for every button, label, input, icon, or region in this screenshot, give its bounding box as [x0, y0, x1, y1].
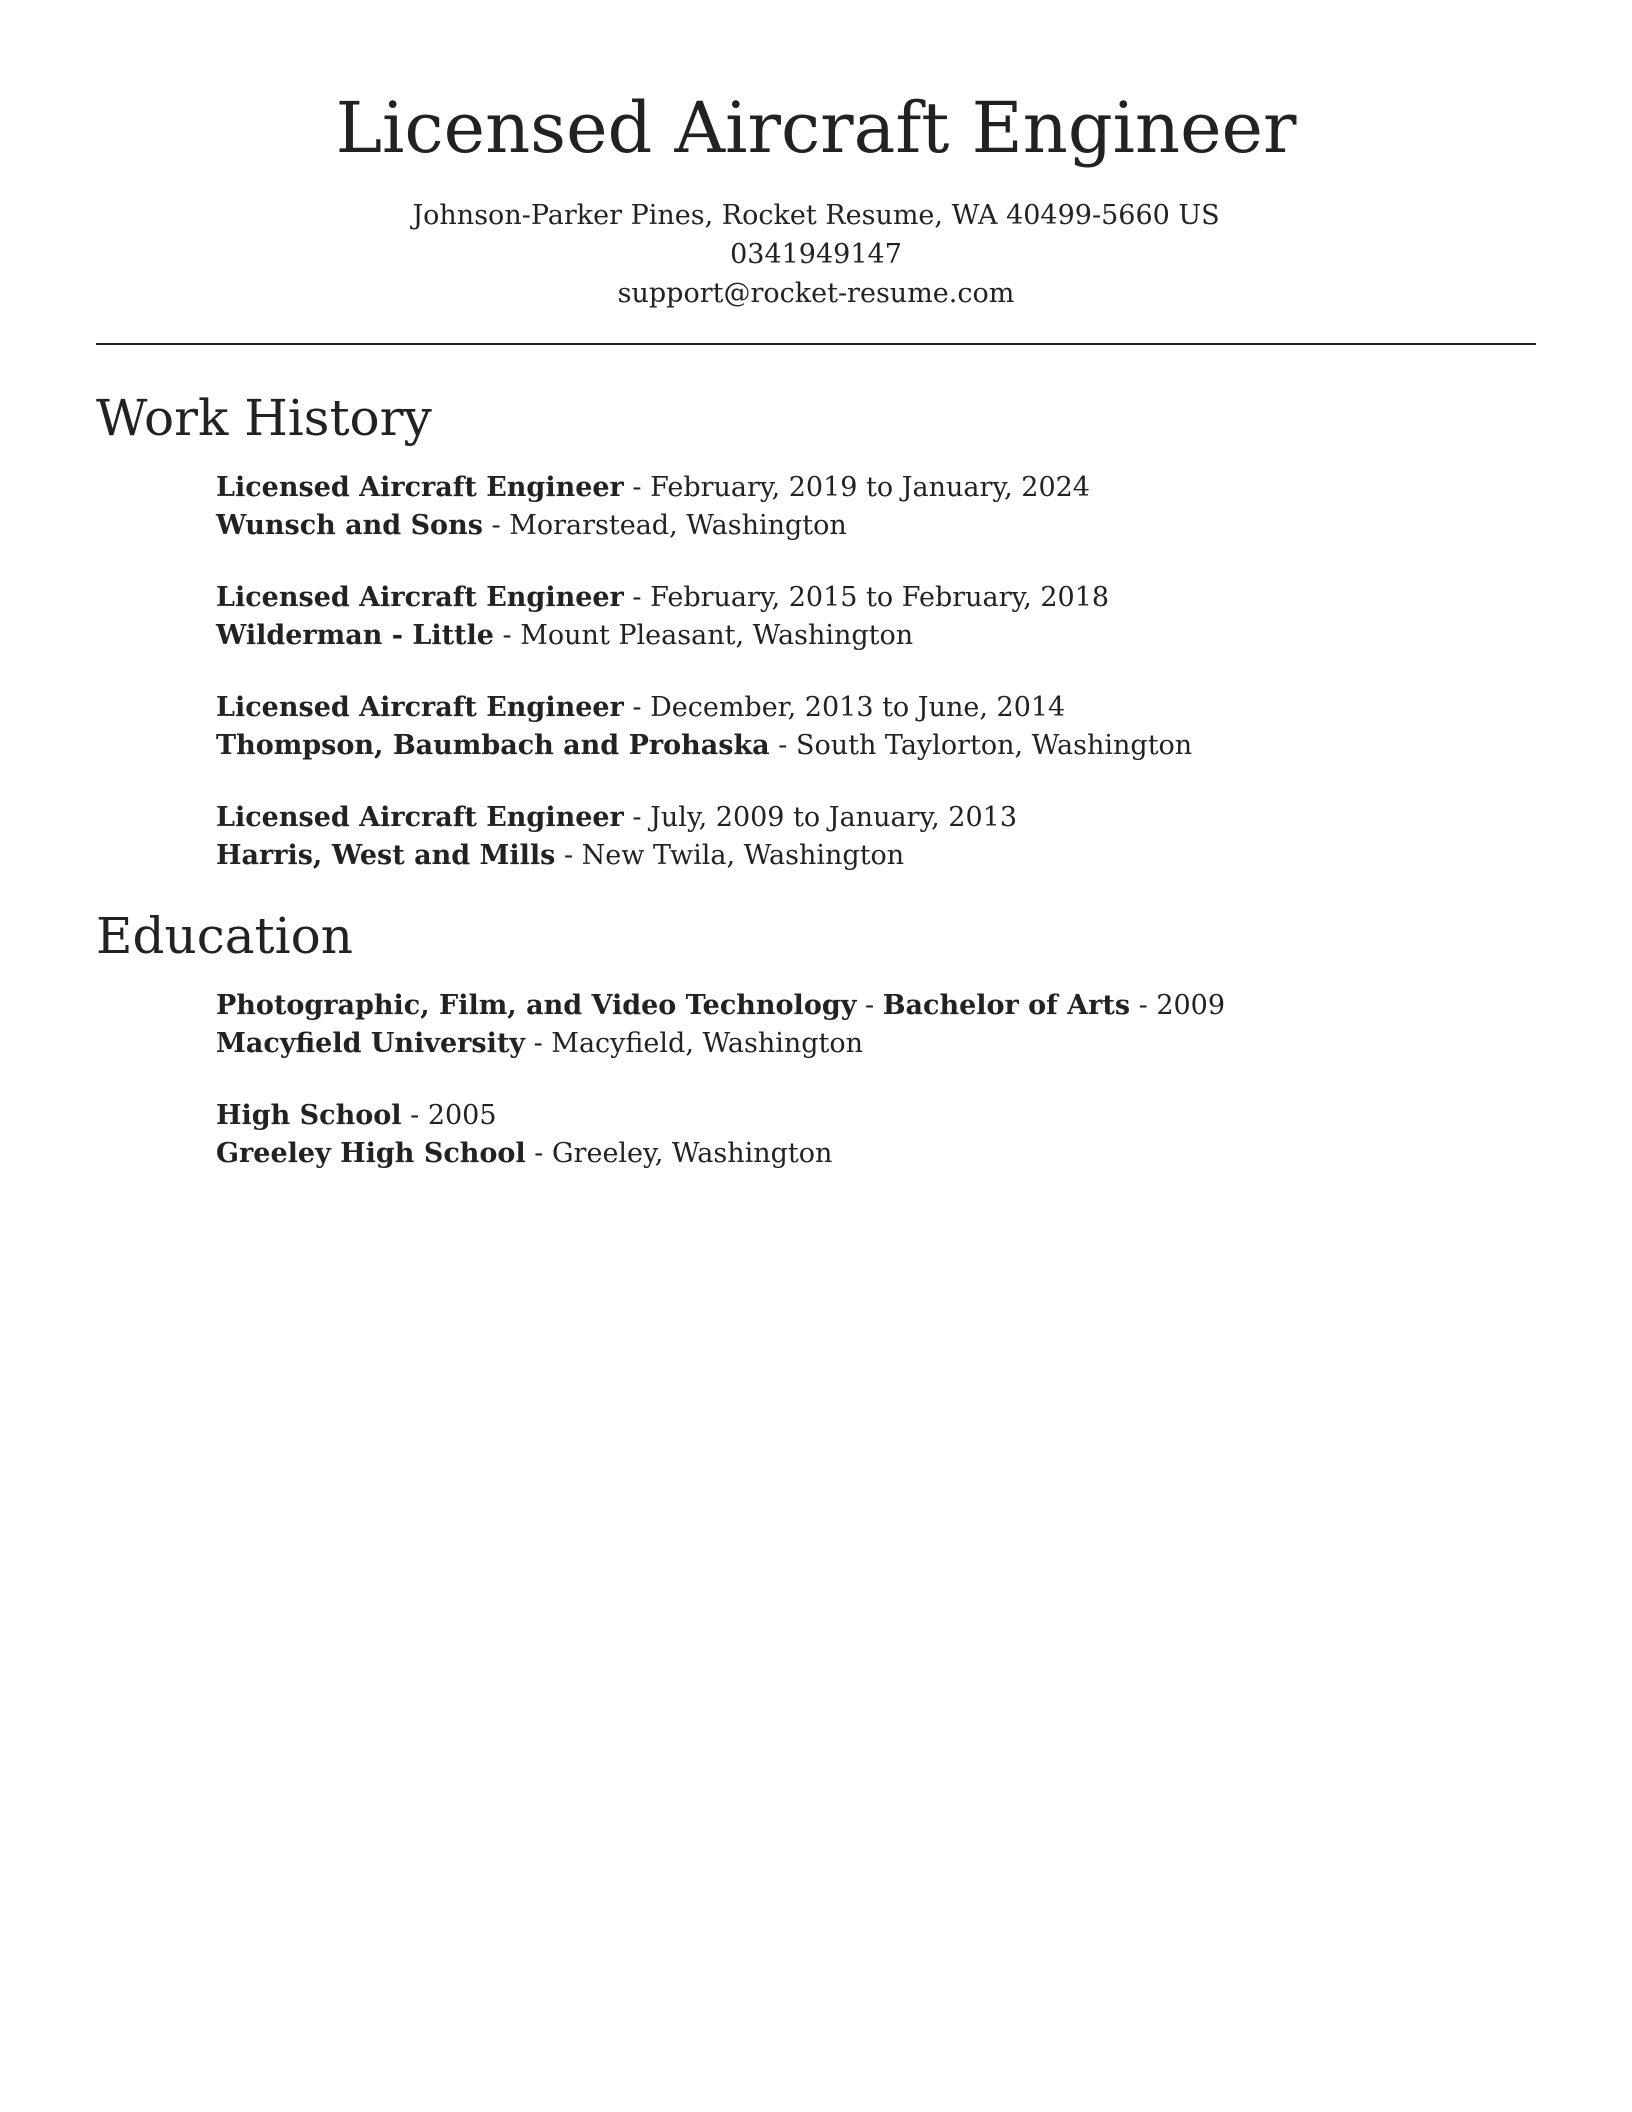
work-entry-location: South Taylorton, Washington: [795, 730, 1193, 761]
work-entry: [216, 579, 1536, 655]
work-entry-role: Licensed Aircraft Engineer: [216, 692, 624, 723]
separator: -: [482, 510, 510, 541]
separator: -: [623, 582, 651, 613]
contact-block: [96, 196, 1536, 313]
education-entry: [216, 987, 1536, 1063]
resume-page: [96, 0, 1536, 1173]
separator: -: [856, 990, 883, 1021]
work-entry-location: New Twila, Washington: [581, 840, 905, 871]
work-entry-company-line: [216, 837, 1536, 875]
work-history-list: [216, 469, 1536, 875]
work-entry-role-line: [216, 799, 1536, 837]
education-entry-degree-line: [216, 1097, 1536, 1135]
separator: -: [623, 692, 651, 723]
work-entry: [216, 799, 1536, 875]
separator: -: [623, 472, 651, 503]
work-entry-location: Mount Pleasant, Washington: [520, 620, 914, 651]
contact-phone: 0341949147: [730, 239, 902, 270]
separator: -: [555, 840, 582, 871]
education-entry-school-line: [216, 1025, 1536, 1063]
separator: -: [525, 1028, 552, 1059]
work-entry-dates: December, 2013 to June, 2014: [650, 692, 1066, 723]
work-entry-role: Licensed Aircraft Engineer: [216, 472, 624, 503]
work-history-title: Work History: [96, 389, 432, 447]
work-entry-role-line: [216, 689, 1536, 727]
education-entry-school: Macyfield University: [216, 1028, 525, 1059]
work-entry-company-line: [216, 507, 1536, 545]
work-entry-company: Wunsch and Sons: [216, 510, 483, 541]
separator: -: [1130, 990, 1157, 1021]
resume-header: [96, 0, 1536, 313]
work-entry-dates: February, 2015 to February, 2018: [650, 582, 1110, 613]
education-entry-school-line: [216, 1135, 1536, 1173]
work-entry-dates: February, 2019 to January, 2024: [650, 472, 1090, 503]
header-divider: [96, 343, 1536, 345]
candidate-name: Licensed Aircraft Engineer: [335, 87, 1297, 169]
contact-email: support@rocket-resume.com: [617, 278, 1015, 309]
education-entry-field: Photographic, Film, and Video Technology: [216, 990, 857, 1021]
separator: -: [525, 1138, 552, 1169]
education-entry-field: High School: [216, 1100, 402, 1131]
work-entry: [216, 689, 1536, 765]
education-list: [216, 987, 1536, 1173]
work-entry-company: Harris, West and Mills: [216, 840, 556, 871]
education-title: Education: [96, 907, 353, 965]
work-entry-company: Wilderman - Little: [216, 620, 494, 651]
work-entry: [216, 469, 1536, 545]
education-entry-school: Greeley High School: [216, 1138, 526, 1169]
work-entry-company: Thompson, Baumbach and Prohaska: [216, 730, 770, 761]
separator: -: [401, 1100, 428, 1131]
work-entry-role: Licensed Aircraft Engineer: [216, 582, 624, 613]
education-entry-location: Macyfield, Washington: [551, 1028, 864, 1059]
education-entry-degree: Bachelor of Arts: [882, 990, 1131, 1021]
work-entry-role: Licensed Aircraft Engineer: [216, 802, 624, 833]
work-entry-role-line: [216, 469, 1536, 507]
separator: -: [769, 730, 796, 761]
separator: -: [493, 620, 521, 651]
contact-address: Johnson-Parker Pines, Rocket Resume, WA 40499-5660 US: [412, 200, 1220, 231]
education-entry-year: 2005: [427, 1100, 497, 1131]
education-entry-year: 2009: [1156, 990, 1226, 1021]
education-entry-degree-line: [216, 987, 1536, 1025]
education-entry: [216, 1097, 1536, 1173]
work-entry-role-line: [216, 579, 1536, 617]
work-entry-location: Morarstead, Washington: [509, 510, 847, 541]
work-entry-company-line: [216, 727, 1536, 765]
work-entry-dates: July, 2009 to January, 2013: [650, 802, 1018, 833]
separator: -: [623, 802, 651, 833]
work-entry-company-line: [216, 617, 1536, 655]
education-entry-location: Greeley, Washington: [551, 1138, 833, 1169]
